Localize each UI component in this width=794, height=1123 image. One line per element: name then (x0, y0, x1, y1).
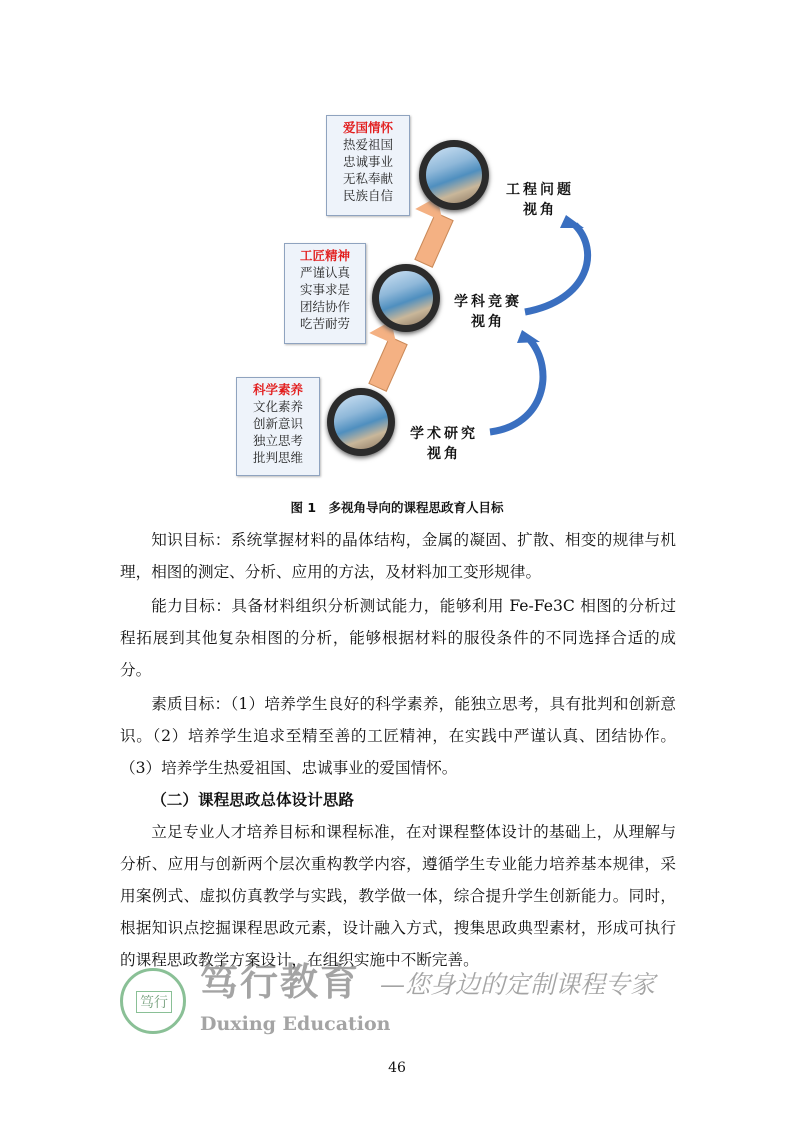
curved-arrows (0, 0, 794, 500)
box-item: 文化素养 (252, 399, 303, 414)
section-heading: （二）课程思政总体设计思路 (151, 791, 354, 809)
view-label-line: 学科竞赛 (454, 294, 522, 310)
box-item: 吃苦耐劳 (299, 316, 350, 331)
box-item: 无私奉献 (342, 171, 393, 186)
box-item: 忠诚事业 (342, 154, 393, 169)
paragraph-quality-goal: 素质目标：（1）培养学生良好的科学素养，能独立思考，具有批判和创新意识。（2）培养学生追求至精至善的工匠精神，在实践中严谨认真、团结协作。（3）培养学生热爱祖国、忠诚事业的爱国情怀。 (120, 695, 676, 777)
box-item: 严谨认真 (299, 265, 350, 280)
box-title: 科学素养 (252, 382, 303, 397)
box-title: 爱国情怀 (342, 120, 393, 135)
view-label-line: 工程问题 (506, 182, 574, 198)
page-number: 46 (388, 1060, 406, 1076)
body-text (120, 524, 676, 976)
watermark-logo (120, 968, 186, 1034)
view-label-competition (448, 292, 528, 332)
view-label-line: 学术研究 (410, 426, 478, 442)
curved-arrow-upper (525, 225, 588, 312)
box-item: 创新意识 (252, 416, 303, 431)
view-label-engineering (500, 180, 580, 220)
box-item: 热爱祖国 (342, 137, 393, 152)
curved-arrow-lower (490, 340, 543, 432)
figure-caption: 图 1 多视角导向的课程思政育人目标 (290, 500, 504, 515)
watermark-brand: 笃行教育 (200, 959, 361, 1004)
box-item: 实事求是 (299, 282, 350, 297)
view-label-research (404, 424, 484, 464)
box-item: 批判思维 (252, 450, 303, 465)
paragraph-knowledge-goal: 知识目标：系统掌握材料的晶体结构，金属的凝固、扩散、相变的规律与机理，相图的测定、分析、应用的方法，及材料加工变形规律。 (120, 531, 676, 581)
box-title: 工匠精神 (299, 248, 350, 263)
watermark-slogan: —您身边的定制课程专家 (380, 970, 656, 999)
paragraph-design-approach: 立足专业人才培养目标和课程标准，在对课程整体设计的基础上，从理解与分析、应用与创新两个层次重构教学内容，遵循学生专业能力培养基本规律，采用案例式、虚拟仿真教学与实践，教学做一体，综合提升学生创新能力。同时，根据知识点挖掘课程思政元素，设计融入方式，搜集思政典型素材，形成可执行的课程思政教学方案设计，在组织实施中不断完善。 (120, 823, 676, 969)
paragraph-ability-goal: 能力目标：具备材料组织分析测试能力，能够利用 Fe-Fe3C 相图的分析过程拓展到其他复杂相图的分析，能够根据材料的服役条件的不同选择合适的成分。 (120, 597, 676, 679)
box-item: 民族自信 (342, 188, 393, 203)
watermark-english: Duxing Education (200, 1013, 391, 1035)
watermark-logo-text: 笃行 (136, 991, 172, 1013)
view-label-line: 视角 (523, 202, 557, 218)
box-item: 独立思考 (252, 433, 303, 448)
view-label-line: 视角 (427, 446, 461, 462)
box-item: 团结协作 (299, 299, 350, 314)
view-label-line: 视角 (471, 314, 505, 330)
